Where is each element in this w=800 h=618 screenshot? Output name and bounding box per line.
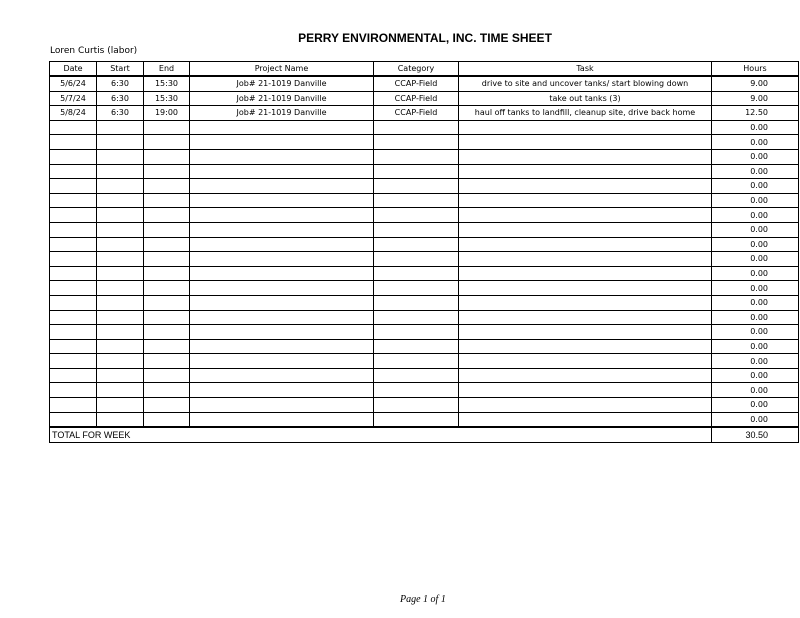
table-row xyxy=(50,120,799,135)
cell-end xyxy=(144,252,190,267)
cell-end xyxy=(144,310,190,325)
cell-hours: 9.00 xyxy=(712,91,799,106)
table-row xyxy=(50,193,799,208)
cell-end xyxy=(144,237,190,252)
cell-task xyxy=(459,237,712,252)
cell-date xyxy=(50,339,97,354)
cell-date xyxy=(50,266,97,281)
cell-start xyxy=(97,179,144,194)
cell-task xyxy=(459,383,712,398)
cell-project xyxy=(190,222,374,237)
cell-end xyxy=(144,383,190,398)
cell-start: 6:30 xyxy=(97,76,144,91)
page-number: Page 1 of 1 xyxy=(400,594,446,605)
table-row xyxy=(50,237,799,252)
cell-end xyxy=(144,325,190,340)
employee-name: Loren Curtis (labor) xyxy=(50,46,138,56)
col-header-hours: Hours xyxy=(712,62,799,77)
cell-task xyxy=(459,281,712,296)
cell-start xyxy=(97,208,144,223)
cell-end xyxy=(144,222,190,237)
total-label: TOTAL FOR WEEK xyxy=(50,427,712,442)
cell-hours: 0.00 xyxy=(712,310,799,325)
cell-category: CCAP-Field xyxy=(374,76,459,91)
cell-start xyxy=(97,383,144,398)
cell-hours: 0.00 xyxy=(712,222,799,237)
cell-start xyxy=(97,325,144,340)
cell-hours: 0.00 xyxy=(712,325,799,340)
cell-date xyxy=(50,354,97,369)
cell-start xyxy=(97,295,144,310)
cell-project xyxy=(190,325,374,340)
cell-hours: 0.00 xyxy=(712,383,799,398)
cell-hours: 0.00 xyxy=(712,135,799,150)
cell-project xyxy=(190,354,374,369)
cell-project xyxy=(190,179,374,194)
cell-hours: 0.00 xyxy=(712,237,799,252)
cell-start xyxy=(97,310,144,325)
cell-hours: 0.00 xyxy=(712,266,799,281)
cell-category xyxy=(374,310,459,325)
cell-date xyxy=(50,179,97,194)
cell-project xyxy=(190,295,374,310)
cell-task xyxy=(459,135,712,150)
table-row xyxy=(50,91,799,106)
table-row xyxy=(50,208,799,223)
cell-project xyxy=(190,310,374,325)
cell-start xyxy=(97,339,144,354)
table-row xyxy=(50,222,799,237)
cell-category: CCAP-Field xyxy=(374,106,459,121)
cell-task xyxy=(459,120,712,135)
cell-task xyxy=(459,295,712,310)
cell-end xyxy=(144,266,190,281)
cell-project: Job# 21-1019 Danville xyxy=(190,76,374,91)
cell-date xyxy=(50,325,97,340)
cell-hours: 0.00 xyxy=(712,193,799,208)
cell-hours: 0.00 xyxy=(712,252,799,267)
header-row xyxy=(50,62,799,77)
cell-category xyxy=(374,120,459,135)
table-row xyxy=(50,76,799,91)
cell-category xyxy=(374,193,459,208)
cell-date xyxy=(50,368,97,383)
cell-category xyxy=(374,266,459,281)
cell-project xyxy=(190,208,374,223)
table-row xyxy=(50,252,799,267)
cell-project xyxy=(190,281,374,296)
table-row xyxy=(50,281,799,296)
cell-start: 6:30 xyxy=(97,91,144,106)
cell-date xyxy=(50,135,97,150)
cell-category xyxy=(374,149,459,164)
cell-hours: 0.00 xyxy=(712,281,799,296)
total-row xyxy=(50,427,799,442)
cell-hours: 0.00 xyxy=(712,208,799,223)
cell-end xyxy=(144,135,190,150)
cell-hours: 0.00 xyxy=(712,120,799,135)
table-row xyxy=(50,266,799,281)
cell-task: drive to site and uncover tanks/ start blowing down xyxy=(459,76,712,91)
cell-hours: 12.50 xyxy=(712,106,799,121)
cell-end: 15:30 xyxy=(144,91,190,106)
cell-date xyxy=(50,120,97,135)
cell-start xyxy=(97,281,144,296)
table-row xyxy=(50,179,799,194)
cell-start xyxy=(97,164,144,179)
cell-start xyxy=(97,149,144,164)
cell-project xyxy=(190,339,374,354)
col-header-task: Task xyxy=(459,62,712,77)
cell-end xyxy=(144,354,190,369)
cell-date xyxy=(50,252,97,267)
cell-date xyxy=(50,237,97,252)
cell-end xyxy=(144,179,190,194)
cell-date xyxy=(50,310,97,325)
cell-date xyxy=(50,193,97,208)
table-row xyxy=(50,149,799,164)
cell-end xyxy=(144,398,190,413)
cell-project: Job# 21-1019 Danville xyxy=(190,91,374,106)
cell-end xyxy=(144,281,190,296)
cell-category xyxy=(374,222,459,237)
table-row xyxy=(50,368,799,383)
table-row xyxy=(50,106,799,121)
cell-category xyxy=(374,252,459,267)
table-row xyxy=(50,398,799,413)
table-row xyxy=(50,325,799,340)
col-header-project: Project Name xyxy=(190,62,374,77)
cell-task xyxy=(459,149,712,164)
cell-date xyxy=(50,222,97,237)
table-row xyxy=(50,383,799,398)
cell-end xyxy=(144,193,190,208)
cell-task: haul off tanks to landfill, cleanup site, drive back home xyxy=(459,106,712,121)
cell-end: 19:00 xyxy=(144,106,190,121)
cell-project xyxy=(190,368,374,383)
cell-project xyxy=(190,120,374,135)
cell-project: Job# 21-1019 Danville xyxy=(190,106,374,121)
cell-date xyxy=(50,208,97,223)
cell-hours: 0.00 xyxy=(712,149,799,164)
cell-category xyxy=(374,368,459,383)
cell-task xyxy=(459,193,712,208)
cell-hours: 0.00 xyxy=(712,339,799,354)
page-title: PERRY ENVIRONMENTAL, INC. TIME SHEET xyxy=(298,31,552,45)
cell-task xyxy=(459,412,712,427)
cell-category xyxy=(374,164,459,179)
cell-project xyxy=(190,252,374,267)
cell-category xyxy=(374,135,459,150)
cell-task xyxy=(459,310,712,325)
cell-task xyxy=(459,222,712,237)
cell-date xyxy=(50,281,97,296)
cell-hours: 0.00 xyxy=(712,368,799,383)
cell-project xyxy=(190,237,374,252)
cell-project xyxy=(190,398,374,413)
cell-date xyxy=(50,295,97,310)
cell-task xyxy=(459,266,712,281)
cell-task xyxy=(459,252,712,267)
cell-category xyxy=(374,412,459,427)
cell-category xyxy=(374,179,459,194)
cell-end xyxy=(144,149,190,164)
cell-category xyxy=(374,354,459,369)
cell-date xyxy=(50,149,97,164)
cell-project xyxy=(190,135,374,150)
cell-end xyxy=(144,164,190,179)
cell-category xyxy=(374,325,459,340)
cell-task xyxy=(459,368,712,383)
cell-date: 5/6/24 xyxy=(50,76,97,91)
cell-start: 6:30 xyxy=(97,106,144,121)
cell-date: 5/8/24 xyxy=(50,106,97,121)
cell-start xyxy=(97,412,144,427)
cell-category xyxy=(374,208,459,223)
cell-project xyxy=(190,193,374,208)
cell-task xyxy=(459,164,712,179)
cell-hours: 0.00 xyxy=(712,412,799,427)
cell-start xyxy=(97,222,144,237)
total-hours: 30.50 xyxy=(712,427,799,442)
cell-hours: 0.00 xyxy=(712,164,799,179)
cell-start xyxy=(97,266,144,281)
table-row xyxy=(50,164,799,179)
cell-category xyxy=(374,383,459,398)
cell-hours: 0.00 xyxy=(712,295,799,310)
timesheet-table xyxy=(49,61,799,443)
cell-date: 5/7/24 xyxy=(50,91,97,106)
cell-date xyxy=(50,412,97,427)
table-row xyxy=(50,135,799,150)
cell-hours: 0.00 xyxy=(712,179,799,194)
table-row xyxy=(50,412,799,427)
col-header-end: End xyxy=(144,62,190,77)
timesheet-body xyxy=(50,76,799,427)
cell-start xyxy=(97,368,144,383)
cell-task xyxy=(459,339,712,354)
cell-task xyxy=(459,398,712,413)
cell-task xyxy=(459,354,712,369)
table-row xyxy=(50,310,799,325)
cell-start xyxy=(97,237,144,252)
cell-project xyxy=(190,164,374,179)
cell-hours: 0.00 xyxy=(712,398,799,413)
cell-end xyxy=(144,339,190,354)
cell-task xyxy=(459,208,712,223)
cell-category xyxy=(374,295,459,310)
col-header-category: Category xyxy=(374,62,459,77)
cell-task xyxy=(459,179,712,194)
cell-end xyxy=(144,208,190,223)
cell-start xyxy=(97,120,144,135)
cell-end: 15:30 xyxy=(144,76,190,91)
cell-end xyxy=(144,295,190,310)
cell-project xyxy=(190,266,374,281)
cell-start xyxy=(97,252,144,267)
cell-category xyxy=(374,339,459,354)
table-row xyxy=(50,354,799,369)
cell-category xyxy=(374,281,459,296)
cell-category xyxy=(374,398,459,413)
cell-end xyxy=(144,368,190,383)
cell-start xyxy=(97,354,144,369)
cell-category xyxy=(374,237,459,252)
cell-end xyxy=(144,120,190,135)
cell-end xyxy=(144,412,190,427)
col-header-start: Start xyxy=(97,62,144,77)
col-header-date: Date xyxy=(50,62,97,77)
cell-hours: 9.00 xyxy=(712,76,799,91)
cell-date xyxy=(50,164,97,179)
table-row xyxy=(50,339,799,354)
cell-start xyxy=(97,135,144,150)
cell-date xyxy=(50,383,97,398)
cell-date xyxy=(50,398,97,413)
table-row xyxy=(50,295,799,310)
cell-start xyxy=(97,398,144,413)
cell-start xyxy=(97,193,144,208)
cell-task xyxy=(459,325,712,340)
cell-project xyxy=(190,383,374,398)
cell-category: CCAP-Field xyxy=(374,91,459,106)
cell-hours: 0.00 xyxy=(712,354,799,369)
cell-project xyxy=(190,149,374,164)
cell-task: take out tanks (3) xyxy=(459,91,712,106)
cell-project xyxy=(190,412,374,427)
